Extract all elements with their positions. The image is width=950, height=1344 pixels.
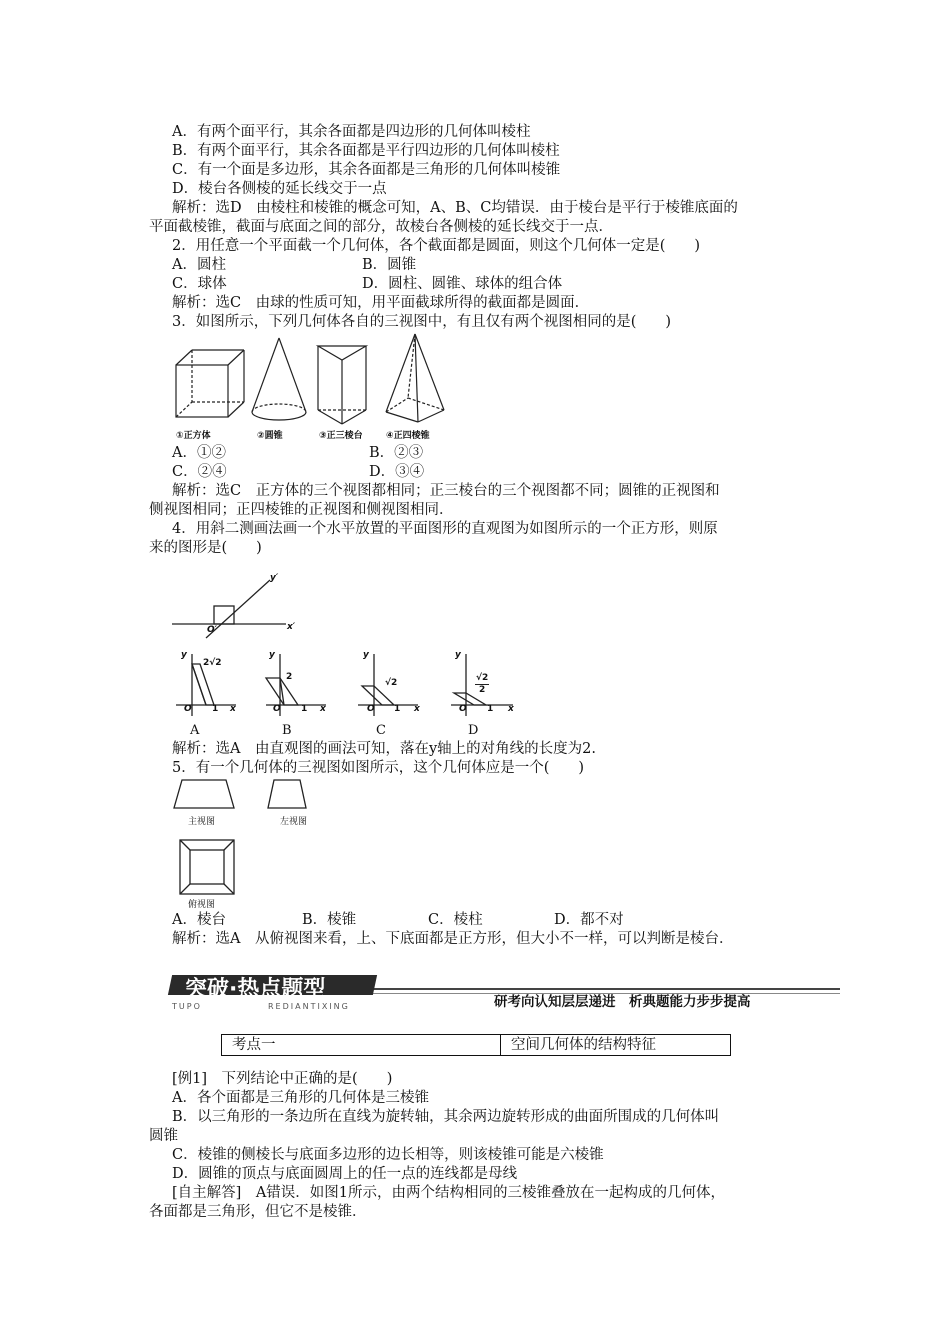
opt-c-x: x: [414, 704, 420, 714]
self-answer-cont: 各面都是三角形，但它不是棱锥．: [149, 1204, 367, 1220]
banner-sub-right: REDIANTIXING: [268, 1002, 350, 1011]
question-5: 5．有一个几何体的三视图如图所示，这个几何体应是一个( ): [172, 760, 585, 776]
option-graphs: [168, 650, 528, 720]
option-d: D．棱台各侧棱的延长线交于一点: [172, 181, 387, 197]
analysis-1-cont: 平面截棱锥，截面与底面之间的部分，故棱台各侧棱的延长线交于一点．: [149, 219, 613, 235]
banner-right-text: 研考向认知层层递进 析典题能力步步提高: [494, 994, 751, 1010]
opt-d-x: x: [508, 704, 514, 714]
example-1: [例1] 下列结论中正确的是( ): [172, 1071, 393, 1087]
opt-a-x: x: [230, 704, 236, 714]
topic-title: 空间几何体的结构特征: [511, 1037, 656, 1053]
option-c: C．有一个面是多边形，其余各面都是三角形的几何体叫棱锥: [172, 162, 561, 178]
caption-cone: ②圆锥: [257, 431, 283, 441]
caption-pyramid: ④正四棱锥: [386, 431, 430, 441]
opt-d-label-den: 2: [479, 685, 486, 695]
opt-c-o: O: [367, 704, 375, 714]
opt-d-y: y: [455, 650, 461, 660]
opt-d-label-num: √2: [476, 673, 489, 683]
opt-c-label: √2: [385, 678, 398, 688]
opt-c-y: y: [363, 650, 369, 660]
q2-option-a: A．圆柱: [172, 257, 226, 273]
analysis-1: 解析：选D 由棱柱和棱锥的概念可知，A、B、C均错误．由于棱台是平行于棱锥底面的: [172, 200, 738, 216]
example-option-c: C．棱锥的侧棱长与底面多边形的边长相等，则该棱锥可能是六棱锥: [172, 1147, 604, 1163]
opt-b-y: y: [269, 650, 275, 660]
question-3: 3．如图所示，下列几何体各自的三视图中，有且仅有两个视图相同的是( ): [172, 314, 672, 330]
opt-d-one: 1: [487, 704, 494, 714]
analysis-3-cont: 侧视图相同；正四棱锥的正视图和侧视图相同．: [149, 502, 454, 518]
axis-y-prime: y′: [270, 573, 279, 583]
origin-prime: O′: [207, 625, 218, 635]
q2-option-d: D．圆柱、圆锥、球体的组合体: [362, 276, 563, 292]
question-4: 4．用斜二测画法画一个水平放置的平面图形的直观图为如图所示的一个正方形，则原: [172, 521, 718, 537]
analysis-4: 解析：选A 由直观图的画法可知，落在y轴上的对角线的长度为2.: [172, 741, 596, 757]
q5-option-a: A．棱台: [172, 912, 226, 928]
opt-b-letter: B: [282, 723, 292, 738]
q2-option-c: C．球体: [172, 276, 227, 292]
side-view-caption: 左视图: [280, 817, 308, 827]
q3-option-b: B．②③: [369, 445, 424, 461]
q5-option-d: D．都不对: [554, 912, 624, 928]
opt-c-letter: C: [376, 723, 386, 738]
banner-title: 突破·热点题型: [185, 977, 326, 1002]
banner-sub-left: TUPO: [172, 1002, 202, 1011]
caption-cube: ①正方体: [176, 431, 211, 441]
solids-figure: [168, 332, 458, 442]
opt-b-label: 2: [286, 672, 293, 682]
opt-c-one: 1: [394, 704, 401, 714]
opt-a-one: 1: [212, 704, 219, 714]
example-option-a: A．各个面都是三角形的几何体是三棱锥: [172, 1090, 429, 1106]
analysis-3: 解析：选C 正方体的三个视图都相同；正三棱台的三个视图都不同；圆锥的正视图和: [172, 483, 720, 499]
caption-frustum: ③正三棱台: [319, 431, 363, 441]
q5-option-c: C．棱柱: [428, 912, 483, 928]
self-answer: [自主解答] A错误．如图1所示，由两个结构相同的三棱锥叠放在一起构成的几何体，: [172, 1185, 726, 1201]
opt-d-letter: D: [468, 723, 479, 738]
q3-option-a: A．①②: [172, 445, 226, 461]
example-option-b-cont: 圆锥: [149, 1128, 178, 1144]
opt-d-o: O: [459, 704, 467, 714]
front-view-caption: 主视图: [188, 817, 216, 827]
example-option-b: B．以三角形的一条边所在直线为旋转轴，其余两边旋转形成的曲面所围成的几何体叫: [172, 1109, 720, 1125]
top-view-caption: 俯视图: [188, 900, 216, 910]
option-a: A．有两个面平行，其余各面都是四边形的几何体叫棱柱: [172, 124, 531, 140]
opt-b-o: O: [273, 704, 281, 714]
q2-option-b: B．圆锥: [362, 257, 417, 273]
opt-a-y: y: [181, 650, 187, 660]
analysis-5: 解析：选A 从俯视图来看，上、下底面都是正方形，但大小不一样，可以判断是棱台．: [172, 931, 734, 947]
opt-b-x: x: [320, 704, 326, 714]
q3-option-c: C．②④: [172, 464, 227, 480]
opt-a-o: O: [184, 704, 192, 714]
opt-b-one: 1: [301, 704, 308, 714]
topic-label: 考点一: [222, 1035, 501, 1055]
q3-option-d: D．③④: [369, 464, 425, 480]
q5-option-b: B．棱锥: [302, 912, 357, 928]
opt-a-letter: A: [190, 723, 200, 738]
axis-x-prime: x′: [287, 622, 296, 632]
three-views-figure: [170, 778, 310, 898]
analysis-2: 解析：选C 由球的性质可知，用平面截球所得的截面都是圆面．: [172, 295, 590, 311]
question-2: 2．用任意一个平面截一个几何体，各个截面都是圆面，则这个几何体一定是( ): [172, 238, 701, 254]
example-option-d: D．圆锥的顶点与底面圆周上的任一点的连线都是母线: [172, 1166, 518, 1182]
option-b: B．有两个面平行，其余各面都是平行四边形的几何体叫棱柱: [172, 143, 560, 159]
question-4-cont: 来的图形是( ): [149, 540, 262, 556]
opt-a-label: 2√2: [203, 658, 222, 668]
topic-table: [221, 1034, 731, 1056]
